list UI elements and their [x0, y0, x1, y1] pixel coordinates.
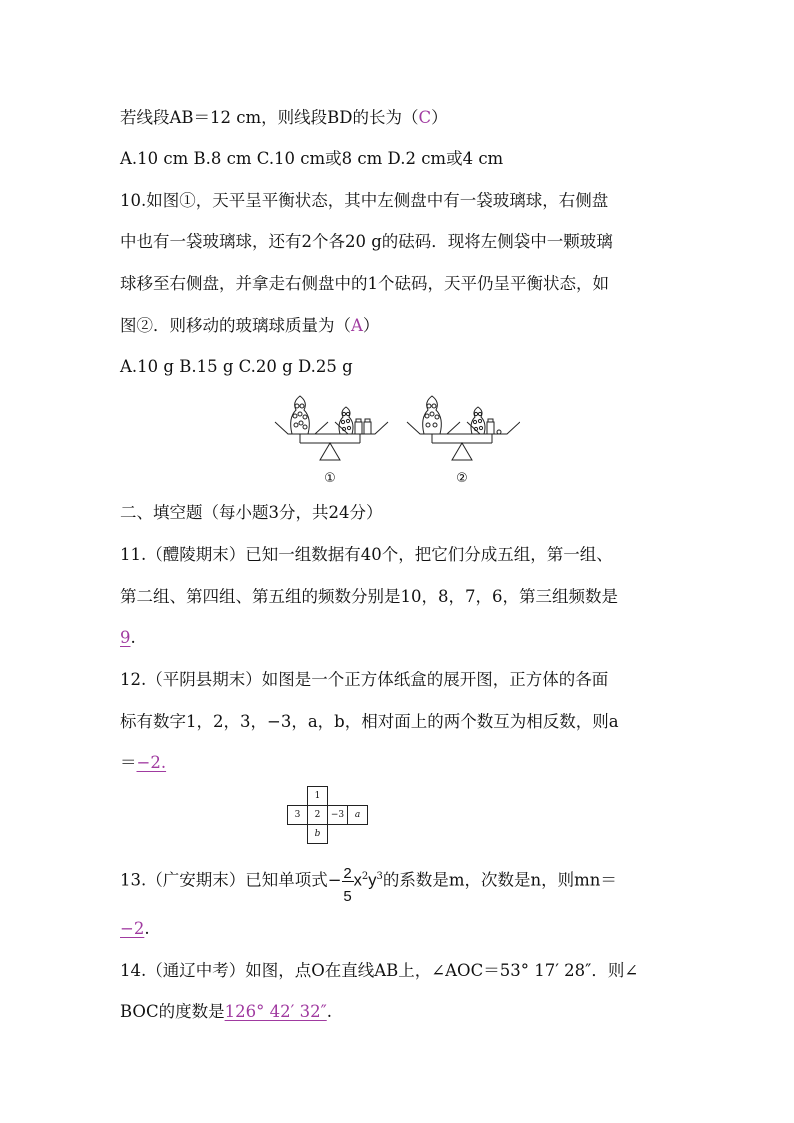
- q10-line1: 10.如图①，天平呈平衡状态，其中左侧盘中有一袋玻璃球，右侧盘: [120, 191, 609, 210]
- q12-line3: [120, 752, 166, 774]
- q13-frac-num: 2: [343, 865, 352, 882]
- balance-scale-1: [275, 396, 388, 460]
- fig1-label: ①: [324, 471, 336, 486]
- q13-end: .: [144, 919, 150, 938]
- q13-exp2: 3: [376, 871, 383, 882]
- q13-var2: y: [368, 871, 377, 890]
- q10-line4: [120, 315, 379, 337]
- balance-figure: [270, 390, 520, 490]
- q14-answer: 126° 42′ 32″: [224, 1002, 327, 1021]
- q11-answer: 9: [120, 628, 131, 647]
- q14-line2: [120, 1001, 332, 1023]
- net-face-top: 1: [308, 787, 328, 806]
- q10-line3: 球移至右侧盘，并拿走右侧盘中的1个砝码，天平仍呈平衡状态，如: [120, 274, 609, 293]
- q9-stem: 若线段AB＝12 cm，则线段BD的长为（: [120, 108, 419, 127]
- q13-post: 的系数是m，次数是n，则mn＝: [382, 870, 617, 890]
- q13-exp1: 2: [361, 871, 369, 882]
- q14-end: .: [326, 1002, 332, 1021]
- q12-line2: 标有数字1，2，3，−3，a，b，相对面上的两个数互为相反数，则a: [120, 712, 619, 731]
- q10-line4-pre: 图②．则移动的玻璃球质量为（: [120, 316, 351, 335]
- net-face-center: 2: [308, 806, 328, 825]
- net-face-bottom: b: [308, 825, 328, 844]
- q10-line2: 中也有一袋玻璃球，还有2个各20 g的砝码．现将左侧袋中一颗玻璃: [120, 232, 613, 251]
- q12-answer: −2.: [136, 753, 167, 772]
- net-face-far-right: a: [348, 806, 368, 825]
- section2-heading: 二、填空题（每小题3分，共24分）: [120, 503, 383, 522]
- net-face-left: 3: [288, 806, 308, 825]
- q10-line4-post: ）: [362, 316, 380, 335]
- q13-pre: 13.（广安期末）已知单项式−: [120, 870, 342, 890]
- q14-line1: 14.（通辽中考）如图，点O在直线AB上，∠AOC＝53° 17′ 28″．则∠: [120, 961, 639, 980]
- net-face-right: −3: [328, 806, 348, 825]
- q13-answer: −2: [120, 919, 145, 938]
- q12-line1: 12.（平阴县期末）如图是一个正方体纸盒的展开图，正方体的各面: [120, 670, 609, 689]
- q9-answer: C: [418, 108, 432, 127]
- q9-options: A.10 cm B.8 cm C.10 cm或8 cm D.2 cm或4 cm: [120, 149, 504, 168]
- q11-line2: 第二组、第四组、第五组的频数分别是10，8，7，6，第三组频数是: [120, 587, 618, 606]
- q9-close: ）: [431, 108, 448, 127]
- q11-line3: [120, 627, 136, 649]
- q13-line2: [120, 918, 150, 940]
- balance-scale-2: [407, 396, 520, 460]
- q12-line3-pre: ＝: [120, 753, 137, 772]
- fig2-label: ②: [456, 471, 468, 486]
- q14-line2-pre: BOC的度数是: [120, 1002, 225, 1021]
- q13-frac-den: 5: [343, 888, 352, 905]
- q13-line1: [120, 865, 617, 905]
- q10-answer: A: [351, 316, 363, 335]
- cube-net: [287, 786, 368, 844]
- q11-line1: 11.（醴陵期末）已知一组数据有40个，把它们分成五组，第一组、: [120, 545, 613, 564]
- q10-options: A.10 g B.15 g C.20 g D.25 g: [120, 357, 353, 376]
- q11-end: .: [130, 628, 136, 647]
- q9-stem-line: [120, 107, 448, 129]
- q13-var1: x: [353, 871, 362, 890]
